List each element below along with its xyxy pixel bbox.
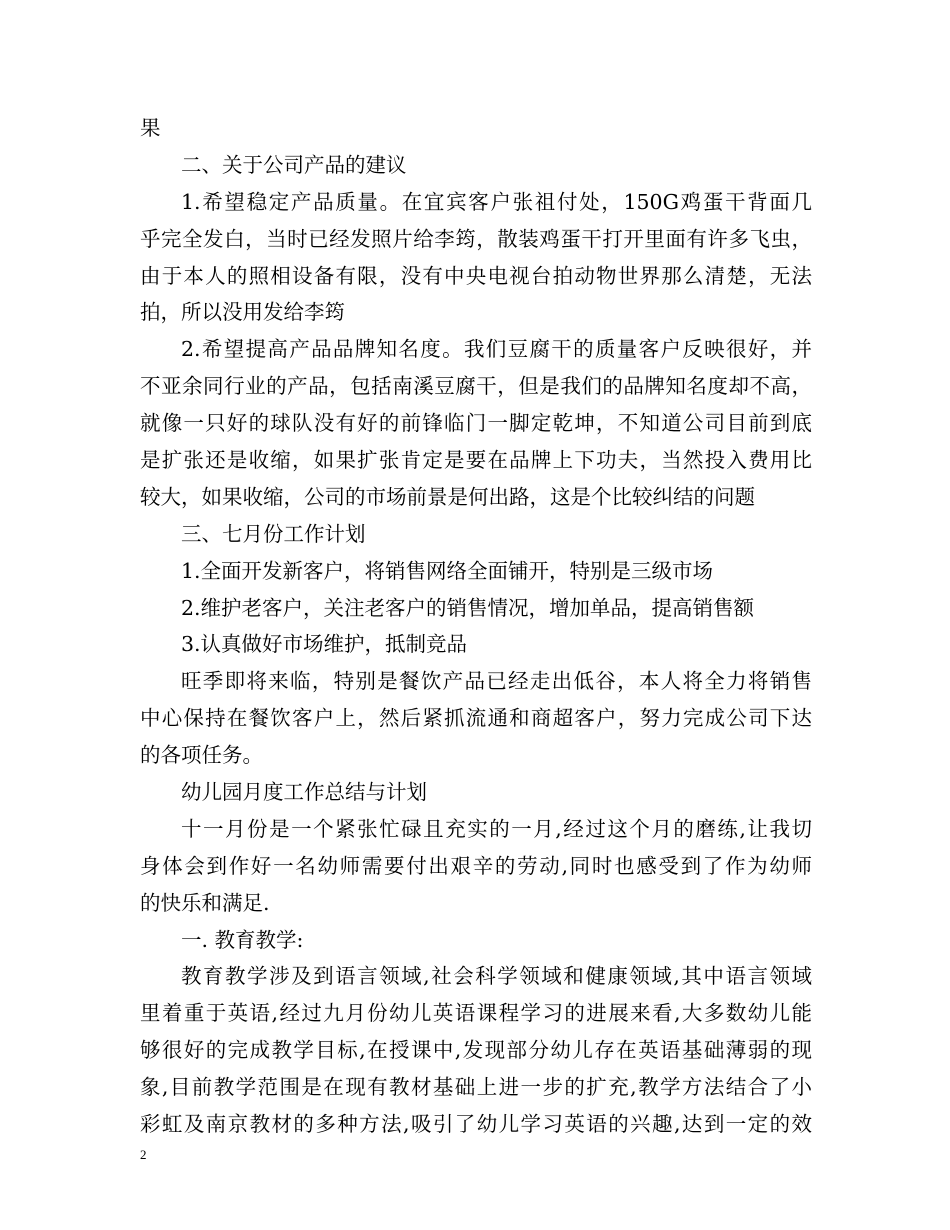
- text-line: 的快乐和满足.: [140, 890, 270, 915]
- text-line: 3.认真做好市场维护，抵制竞品: [181, 632, 468, 657]
- text-line: 彩虹及南京教材的多种方法,吸引了幼儿学习英语的兴趣,达到一定的效: [140, 1112, 812, 1137]
- text-line: 乎完全发白，当时已经发照片给李筠，散装鸡蛋干打开里面有许多飞虫，: [140, 226, 812, 251]
- text-line: 十一月份是一个紧张忙碌且充实的一月,经过这个月的磨练,让我切: [181, 816, 812, 841]
- text-line: 中心保持在餐饮客户上，然后紧抓流通和商超客户，努力完成公司下达: [140, 706, 812, 731]
- text-line: 1.希望稳定产品质量。在宜宾客户张祖付处，150G鸡蛋干背面几: [181, 189, 812, 214]
- text-line: 身体会到作好一名幼师需要付出艰辛的劳动,同时也感受到了作为幼师: [140, 853, 812, 878]
- text-line: 不亚余同行业的产品，包括南溪豆腐干，但是我们的品牌知名度却不高，: [140, 374, 812, 399]
- text-line: 果: [140, 116, 161, 140]
- text-line: 够很好的完成教学目标,在授课中,发现部分幼儿存在英语基础薄弱的现: [140, 1038, 812, 1063]
- text-line: 2.维护老客户，关注老客户的销售情况，增加单品，提高销售额: [181, 595, 755, 620]
- text-line: 幼儿园月度工作总结与计划: [181, 780, 427, 805]
- text-line: 是扩张还是收缩，如果扩张肯定是要在品牌上下功夫，当然投入费用比: [140, 448, 812, 473]
- text-line: 的各项任务。: [140, 743, 263, 768]
- text-line: 1.全面开发新客户，将销售网络全面铺开，特别是三级市场: [181, 558, 714, 583]
- text-line: 二、关于公司产品的建议: [181, 152, 407, 177]
- text-line: 旺季即将来临，特别是餐饮产品已经走出低谷，本人将全力将销售: [181, 669, 812, 694]
- text-line: 教育教学涉及到语言领域,社会科学领域和健康领域,其中语言领域: [181, 964, 812, 989]
- text-line: 三、七月份工作计划: [181, 521, 366, 546]
- text-line: 里着重于英语,经过九月份幼儿英语课程学习的进展来看,大多数幼儿能: [140, 1001, 812, 1026]
- text-line: 较大，如果收缩，公司的市场前景是何出路，这是个比较纠结的问题: [140, 484, 755, 509]
- text-line: 拍，所以没用发给李筠: [140, 300, 345, 325]
- text-line: 象,目前教学范围是在现有教材基础上进一步的扩充,教学方法结合了小: [140, 1075, 812, 1100]
- body-text: [140, 110, 812, 1143]
- text-line: 2.希望提高产品品牌知名度。我们豆腐干的质量客户反映很好，并: [181, 337, 812, 362]
- text-line: 就像一只好的球队没有好的前锋临门一脚定乾坤，不知道公司目前到底: [140, 411, 812, 436]
- page-number: 2: [140, 1147, 147, 1162]
- text-line: 由于本人的照相设备有限，没有中央电视台拍动物世界那么清楚，无法: [140, 263, 812, 288]
- text-line: 一. 教育教学:: [181, 927, 304, 952]
